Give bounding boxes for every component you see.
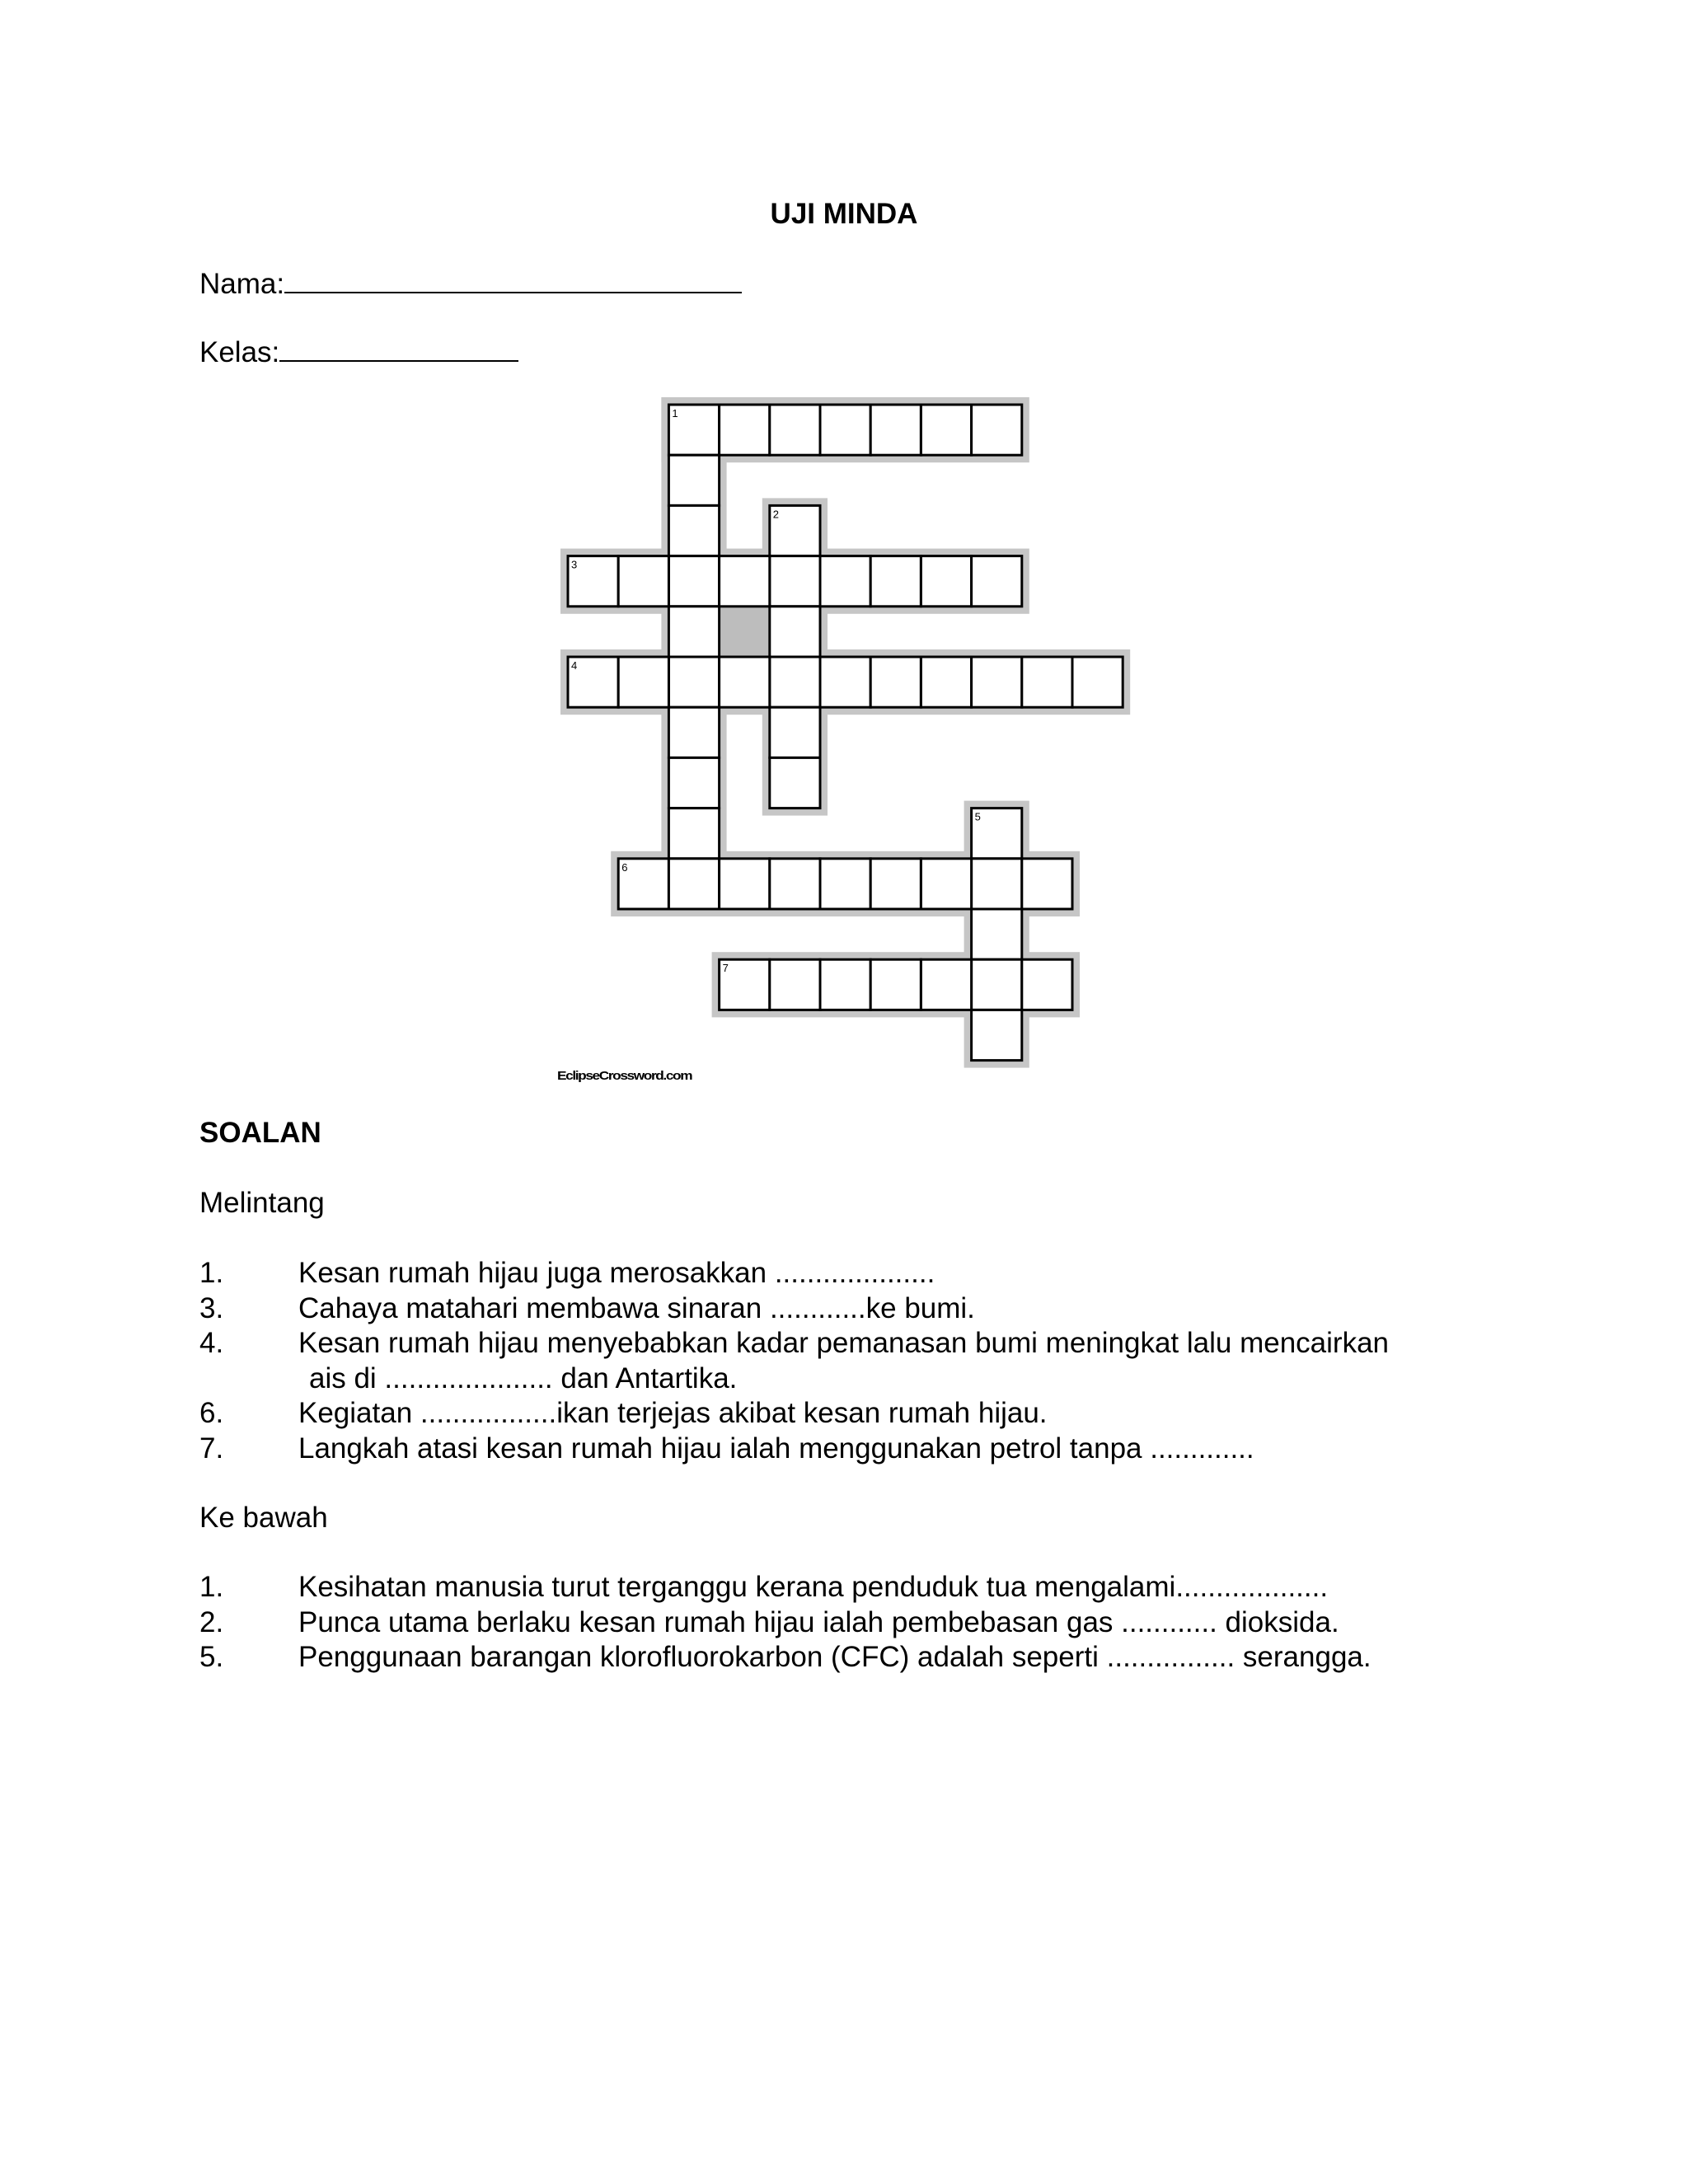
crossword-shaded-cell xyxy=(720,607,770,657)
crossword-number: 5 xyxy=(974,810,981,823)
crossword-cell[interactable] xyxy=(972,959,1022,1010)
across-clue: 1. Kesan rumah hijau juga merosakkan .................... xyxy=(199,1257,935,1289)
crossword-cell[interactable] xyxy=(820,959,870,1010)
down-heading: Ke bawah xyxy=(199,1502,328,1534)
crossword-number: 2 xyxy=(772,508,780,521)
crossword-cell[interactable] xyxy=(820,405,870,455)
crossword-cell[interactable] xyxy=(720,657,770,707)
crossword-cell[interactable] xyxy=(720,859,770,909)
crossword-cell[interactable] xyxy=(820,556,870,607)
crossword-number: 1 xyxy=(672,407,678,419)
crossword-cell[interactable] xyxy=(1072,657,1123,707)
crossword-cell[interactable] xyxy=(921,959,971,1010)
across-clue: 4. Kesan rumah hijau menyebabkan kadar pemanasan bumi meningkat lalu mencairkan xyxy=(199,1327,1389,1359)
across-heading: Melintang xyxy=(199,1187,325,1219)
crossword-cell[interactable] xyxy=(870,405,921,455)
crossword-cell[interactable] xyxy=(921,556,971,607)
crossword-cell[interactable] xyxy=(972,909,1022,959)
crossword-cell[interactable] xyxy=(921,405,971,455)
crossword-cell[interactable] xyxy=(770,657,820,707)
crossword-cell[interactable] xyxy=(770,707,820,757)
crossword-cell[interactable] xyxy=(668,657,719,707)
crossword-cell[interactable] xyxy=(1022,959,1072,1010)
nama-label: Nama: xyxy=(199,268,285,300)
crossword-cell[interactable] xyxy=(870,959,921,1010)
crossword-cell[interactable] xyxy=(618,556,668,607)
kelas-label: Kelas: xyxy=(199,336,280,368)
crossword-credit: EclipseCrossword.com xyxy=(557,1069,692,1083)
crossword-cell[interactable] xyxy=(720,405,770,455)
across-clue: 7. Langkah atasi kesan rumah hijau ialah menggunakan petrol tanpa ............. xyxy=(199,1432,1254,1465)
across-clue: 3. Cahaya matahari membawa sinaran ............ke bumi. xyxy=(199,1292,975,1324)
crossword-cell[interactable] xyxy=(618,657,668,707)
crossword-number: 6 xyxy=(621,860,628,874)
across-clue-continuation: ais di ..................... dan Antartika. xyxy=(309,1362,738,1394)
crossword-cell[interactable] xyxy=(720,556,770,607)
crossword-cell[interactable] xyxy=(921,657,971,707)
crossword-cell[interactable] xyxy=(668,505,719,555)
crossword-cell[interactable] xyxy=(870,556,921,607)
crossword-cell[interactable] xyxy=(668,556,719,607)
down-clue: 5. Penggunaan barangan klorofluorokarbon (CFC) adalah seperti ................ serangga. xyxy=(199,1641,1372,1673)
crossword-cell[interactable] xyxy=(870,859,921,909)
crossword-cell[interactable] xyxy=(972,1010,1022,1060)
crossword-cell[interactable] xyxy=(770,859,820,909)
crossword-cell[interactable] xyxy=(820,657,870,707)
crossword-cell[interactable] xyxy=(921,859,971,909)
crossword-number: 4 xyxy=(571,659,578,672)
crossword-cell[interactable] xyxy=(972,556,1022,607)
page-title: UJI MINDA xyxy=(770,198,918,230)
crossword-cell[interactable] xyxy=(668,859,719,909)
crossword-cell[interactable] xyxy=(770,959,820,1010)
crossword-cell[interactable] xyxy=(770,405,820,455)
crossword-number: 7 xyxy=(722,962,729,975)
crossword-cell[interactable] xyxy=(668,607,719,657)
crossword-cell[interactable] xyxy=(972,859,1022,909)
crossword-cell[interactable] xyxy=(668,757,719,808)
crossword-cell[interactable] xyxy=(972,405,1022,455)
crossword-cell[interactable] xyxy=(972,657,1022,707)
soalan-heading: SOALAN xyxy=(199,1117,321,1149)
across-clue: 6. Kegiatan .................ikan terjejas akibat kesan rumah hijau. xyxy=(199,1397,1048,1429)
down-clue: 1. Kesihatan manusia turut terganggu kerana penduduk tua mengalami................... xyxy=(199,1571,1329,1603)
crossword-number: 3 xyxy=(571,558,578,571)
crossword-cell[interactable] xyxy=(668,455,719,505)
crossword-cell[interactable] xyxy=(668,707,719,757)
crossword-cell[interactable] xyxy=(770,607,820,657)
down-clue: 2. Punca utama berlaku kesan rumah hijau ialah pembebasan gas ............ dioksida. xyxy=(199,1606,1339,1638)
crossword-cell[interactable] xyxy=(668,808,719,859)
crossword-cell[interactable] xyxy=(770,757,820,808)
crossword-cell[interactable] xyxy=(1022,859,1072,909)
crossword-cell[interactable] xyxy=(870,657,921,707)
crossword-cell[interactable] xyxy=(1022,657,1072,707)
crossword-cell[interactable] xyxy=(770,556,820,607)
crossword-cell[interactable] xyxy=(820,859,870,909)
